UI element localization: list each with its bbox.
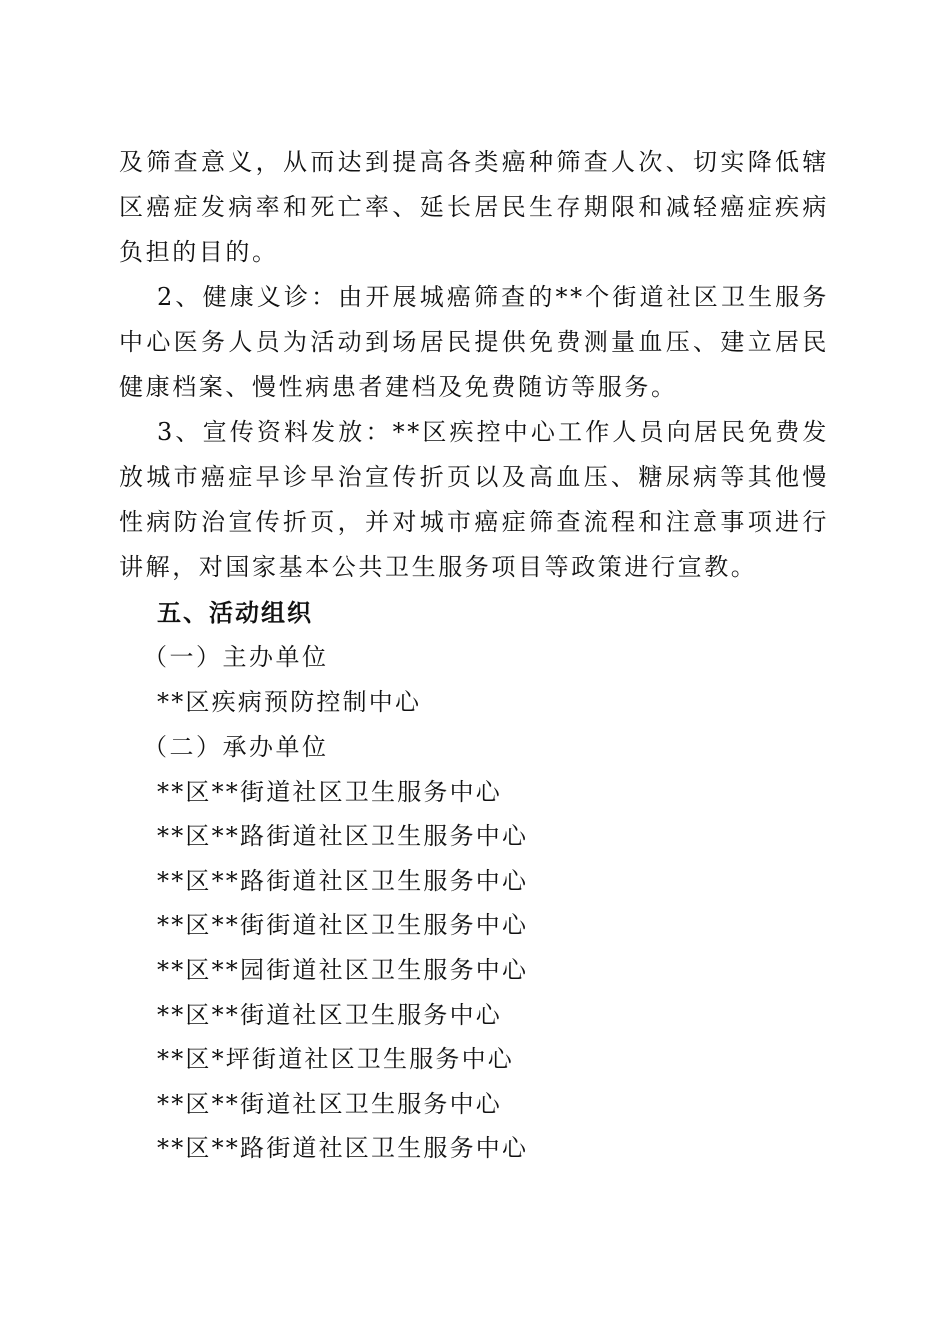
document-body [119, 140, 829, 1171]
organizer-unit-item: **区**园街道社区卫生服务中心 [157, 955, 529, 984]
organizer-unit-item: **区*坪街道社区卫生服务中心 [157, 1045, 514, 1074]
subheading-host-unit: （一）主办单位 [143, 643, 329, 671]
paragraph-health-clinic: 2、健康义诊：由开展城癌筛查的**个街道社区卫生服务中心医务人员为活动到场居民提供免费测量血压、建立居民健康档案、慢性病患者建档及免费随访等服务。 [119, 283, 829, 401]
organizer-unit-item: **区**街道社区卫生服务中心 [157, 1089, 502, 1118]
organizer-unit-list [119, 770, 829, 1171]
organizer-unit-item: **区**街道社区卫生服务中心 [157, 1000, 502, 1029]
organizer-unit-item: **区**路街道社区卫生服务中心 [157, 822, 529, 851]
paragraph-screening-purpose: 及筛查意义，从而达到提高各类癌种筛查人次、切实降低辖区癌症发病率和死亡率、延长居民生存期限和减轻癌症疾病负担的目的。 [119, 148, 829, 266]
organizer-unit-item: **区**街街道社区卫生服务中心 [157, 911, 529, 940]
organizer-unit-item: **区**街道社区卫生服务中心 [157, 777, 502, 806]
subheading-organizer-units: （二）承办单位 [143, 732, 329, 761]
organizer-unit-item: **区**路街道社区卫生服务中心 [157, 866, 529, 895]
organizer-unit-item: **区**路街道社区卫生服务中心 [157, 1134, 529, 1163]
host-unit-name: **区疾病预防控制中心 [157, 688, 422, 716]
paragraph-materials-distribution: 3、宣传资料发放：**区疾控中心工作人员向居民免费发放城市癌症早诊早治宣传折页以及高血压、糖尿病等其他慢性病防治宣传折页，并对城市癌症筛查流程和注意事项进行讲解，对国家基本公共卫生服务项目等政策进行宣教。 [119, 418, 829, 581]
section-heading-activity-organization: 五、活动组织 [157, 598, 313, 627]
